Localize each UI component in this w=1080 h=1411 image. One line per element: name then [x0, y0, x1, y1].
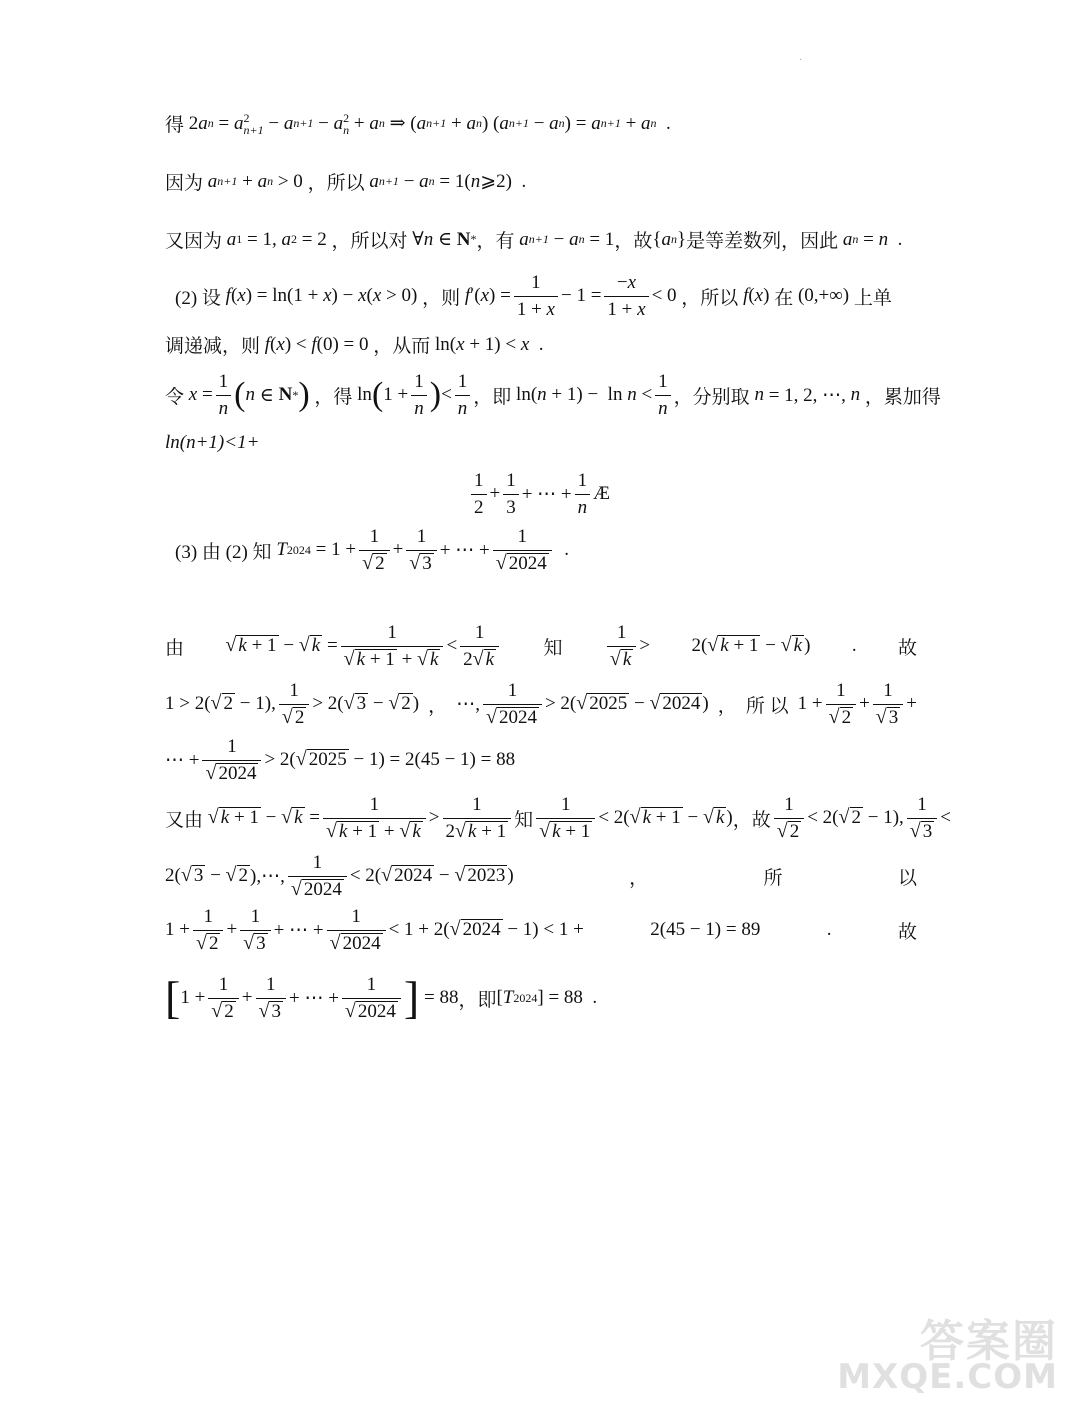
l2-formula-b: a n+1 − a n = 1( n ⩾2) — [369, 170, 522, 192]
watermark-bottom: MXQE.COM — [837, 1357, 1058, 1397]
l13-mid2: ，故 — [732, 809, 771, 831]
l5-mid: ，从而 — [373, 336, 431, 357]
l11-formula-b: ⋯, 1 √ 2024 > 2( √ 2025 − √ 2024 ) — [456, 680, 709, 728]
l14-formula: 2( √ 3 − √ 2 ),⋯, 1 √ 2024 < 2( √ 2024 − √ 2023 ) — [165, 852, 514, 900]
line-15 — [165, 906, 917, 955]
l10-mid2: . — [851, 635, 857, 657]
line-13 — [165, 794, 951, 843]
l4-suffix: 上单 — [853, 287, 892, 309]
l3-formula-a: a 1 = 1, a 2 = 2 — [226, 228, 332, 250]
l5-period: . — [538, 333, 544, 355]
l13-prefix: 又由 — [165, 809, 204, 831]
l5-formula-b: ln( x + 1) < x — [430, 333, 530, 355]
l14-mid: 所 — [763, 867, 783, 889]
watermark-top: 答案圈 — [920, 1316, 1058, 1367]
l3-formula-d: { a n } — [652, 228, 687, 250]
l6-mid4: ，累加得 — [864, 386, 941, 408]
l4-formula-d: (0,+∞) — [793, 285, 854, 307]
l5-formula-a: f ( x ) < f (0) = 0 — [264, 333, 374, 355]
l10-suffix: 故 — [897, 637, 917, 659]
line-6 — [165, 371, 941, 420]
l3-formula-b: ∀ n ∈ N * — [407, 228, 477, 250]
l11-mid2: 所 以 — [745, 695, 789, 717]
l4-mid3: 在 — [774, 287, 794, 309]
l13-formula-c: 1 √ 2 < 2( √ 2 − 1), 1 √ 3 < — [771, 794, 951, 843]
line-7 — [165, 432, 259, 454]
line-12 — [165, 736, 515, 785]
l2-prefix: 因为 — [165, 173, 204, 194]
l15-tail: 2(45 − 1) = 89 — [650, 919, 761, 941]
l4-prefix: (2) 设 — [175, 287, 221, 309]
line-9 — [175, 526, 569, 575]
l13-formula-b: 1 √ k + 1 < 2( √ k + 1 − √ k ) — [533, 794, 733, 843]
line-14 — [165, 852, 917, 901]
l3-period: . — [897, 228, 903, 250]
l9-formula: T 2024 = 1 + 1 √ 2 + 1 √ 3 + ⋯ + 1 √ 2024 — [272, 526, 565, 575]
l6-mid3: ，分别取 — [673, 386, 750, 408]
l1-prefix: 得 — [165, 115, 185, 136]
l6-formula-a: x = $\frac{1}{n}$ ( n ∈ N * ) — [188, 371, 310, 419]
l11-formula-c: 1 + 1 √ 2 + 1 √ 3 + — [797, 680, 917, 728]
line-11 — [165, 680, 917, 729]
line-8 — [468, 470, 610, 519]
l12-result: = 2(45 − 1) = 88 — [389, 749, 516, 771]
l1-period: . — [666, 112, 671, 134]
l4-formula-c: f ( x ) — [743, 285, 775, 307]
l16-mid: ，即 — [458, 989, 497, 1011]
l2-mid: ，所以 — [307, 173, 365, 194]
l6-mid2: ，即 — [473, 386, 512, 408]
l9-prefix: (3) 由 (2) 知 — [175, 541, 272, 563]
l13-formula-a: √ k + 1 − √ k = 1 √ k + 1 + √ k > 1 2 √ k + 1 — [203, 794, 514, 843]
l5-prefix: 调递减，则 — [165, 336, 261, 357]
l16-period: . — [592, 987, 598, 1009]
l9-period: . — [564, 539, 569, 561]
l8-tail: Æ — [593, 483, 611, 505]
l4-mid2: ，所以 — [681, 287, 739, 309]
l11-formula-a: 1 > 2( √ 2 − 1), 1 √ 2 > 2( √ 3 − √ 2 ) — [165, 680, 420, 728]
l2-period: . — [521, 170, 527, 192]
l3-formula-c: a n+1 − a n = 1 — [519, 228, 615, 250]
l3-mid3: ，故 — [614, 231, 653, 252]
line-3 — [165, 226, 902, 253]
l14-sep: ， — [629, 867, 649, 889]
l13-mid: 知 — [514, 809, 534, 831]
l10-formula-c: 2( √ k + 1 − √ k ) — [691, 634, 811, 657]
l10-formula-a: √ k + 1 − √ k = 1 √ k + 1 + √ k < 1 2 √ k — [225, 622, 502, 671]
l3-mid2: ，有 — [476, 231, 515, 252]
l10-formula-b: 1 √ k > — [604, 622, 650, 671]
l15-formula: 1 + 1 √ 2 + 1 √ 3 + ⋯ + 1 √ 2024 < 1 + 2( √ 2024 − 1) < 1 + — [165, 906, 584, 954]
corner-mark: . — [799, 52, 802, 63]
line-5 — [165, 331, 544, 358]
l3-formula-e: a n = n — [842, 228, 889, 250]
l4-mid1: ，则 — [422, 287, 461, 309]
l2-formula-a: a n+1 + a n > 0 — [207, 170, 308, 192]
l6-formula-c: ln( n + 1) − ln n < $\frac{1}{n}$ — [511, 371, 673, 420]
l15-suffix: 故 — [897, 921, 917, 943]
l14-suffix: 以 — [897, 867, 917, 889]
l6-prefix: 令 — [165, 386, 185, 408]
l1-formula: 2 a n = a 2 n+1 − a n+1 − a 2 n + a n ⇒ ( a n+1 + a n ) ( a n+1 − a n ) = a n+1 + a n — [184, 110, 657, 137]
l3-mid1: ，所以对 — [331, 231, 408, 252]
l11-sep: ， — [428, 695, 448, 717]
line-2 — [165, 168, 526, 195]
l7-formula: ln(n+1)<1+ — [165, 432, 260, 453]
l3-mid4: 是等差数列，因此 — [686, 231, 839, 252]
l12-formula: ⋯ + 1 √ 2024 > 2( √ 2025 − 1) — [165, 736, 390, 784]
l4-formula-a: f ( x ) = ln(1 + x ) − x ( x > 0) — [225, 285, 423, 307]
l6-formula-d: n = 1, 2, ⋯, n — [754, 384, 861, 406]
l10-mid: 知 — [543, 637, 563, 659]
l3-prefix: 又因为 — [165, 231, 223, 252]
l6-mid1: ，得 — [314, 386, 353, 408]
watermark — [837, 1305, 1058, 1397]
line-4 — [175, 272, 892, 321]
line-1 — [165, 110, 671, 137]
l16-formula-b: [ T 2024 ] = 88 — [496, 987, 593, 1009]
l15-mid: . — [826, 919, 832, 941]
l10-prefix: 由 — [165, 637, 185, 659]
l4-formula-b: f ′( x ) = $\frac{1}{1 + x}$ − 1 = $\frac{-x}{1 + x}$ < 0 — [464, 272, 682, 320]
l16-formula-a: [ 1 + 1 √ 2 + 1 √ 3 + ⋯ + 1 √ 2024 ] = 88 — [165, 972, 459, 1024]
line-16 — [165, 974, 597, 1023]
l6-formula-b: ln ( 1 + $\frac{1}{n}$ ) < $\frac{1}{n}$ — [352, 371, 473, 420]
l8-formula: $\frac{1}{2}$ + $\frac{1}{3}$ + ⋯ + $\frac{1}{n}$ — [468, 470, 593, 519]
l11-mid: ， — [717, 695, 737, 717]
line-10 — [165, 622, 917, 671]
